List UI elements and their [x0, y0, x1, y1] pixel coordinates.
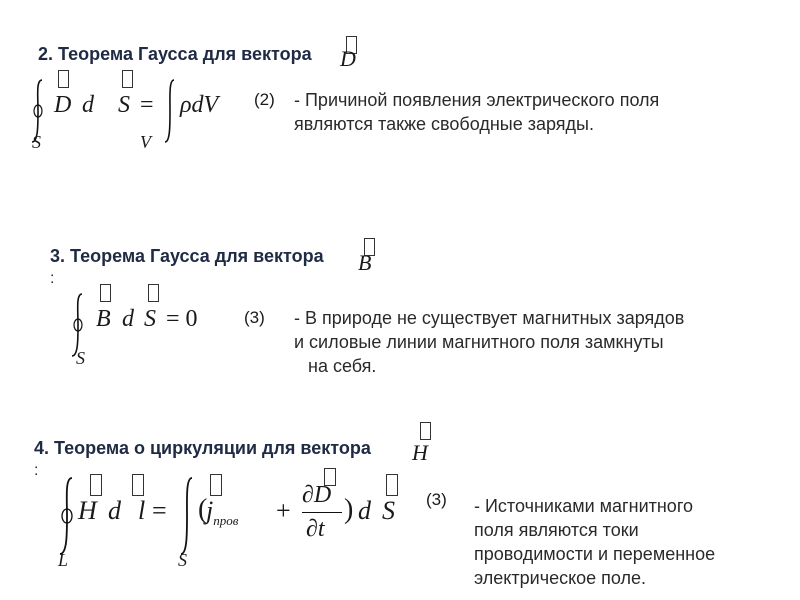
formula-d: d — [82, 92, 94, 118]
section-2-title: Теорема Гаусса для вектора — [58, 44, 312, 64]
formula-vec-d: D — [54, 92, 72, 118]
formula-vec-l: l — [138, 496, 146, 525]
limit-s: S — [32, 132, 41, 152]
equation-number-3: (3) — [244, 308, 265, 327]
formula-d: d — [122, 306, 134, 332]
vector-placeholder-box — [420, 422, 431, 440]
formula-d: d — [108, 496, 121, 525]
closed-contour-integral-icon — [54, 474, 80, 558]
formula-d: d — [358, 496, 371, 525]
formula-partial-d: ∂D — [302, 482, 332, 508]
section-2-heading — [38, 44, 312, 65]
vector-placeholder-box — [100, 284, 111, 302]
limit-s: S — [76, 348, 85, 368]
vector-symbol-b: B — [358, 250, 372, 275]
formula-plus: + — [276, 496, 291, 525]
formula-partial-t: ∂t — [306, 516, 325, 542]
fraction-bar — [302, 512, 342, 513]
section-4-heading — [34, 438, 371, 459]
formula-vec-h: H — [78, 496, 97, 525]
close-paren: ) — [344, 494, 354, 525]
integral-icon — [176, 474, 198, 558]
description-line: - Источниками магнитного — [474, 496, 693, 516]
limit-l: L — [58, 550, 69, 570]
description-line: - Причиной появления электрического поля — [294, 90, 660, 110]
formula-j: j — [206, 496, 214, 525]
gauss-d-formula — [20, 70, 260, 160]
limit-v: V — [140, 132, 151, 152]
section-2-number: 2. — [38, 44, 54, 64]
formula-current-density — [206, 496, 238, 526]
description-line: электрическое поле. — [474, 568, 647, 588]
description-line: - В природе не существует магнитных зарядов — [294, 308, 685, 328]
formula-j-subscript: пров — [213, 513, 239, 528]
formula-equals-zero: = 0 — [166, 306, 198, 332]
formula-rho-dv: ρdV — [180, 92, 219, 118]
description-line: проводимости и переменное — [474, 544, 716, 564]
integral-icon — [160, 76, 180, 146]
vector-symbol-h: H — [412, 440, 428, 465]
equation-number-4: (3) — [426, 490, 447, 509]
open-paren: ( — [198, 494, 208, 525]
section-4-description — [474, 494, 715, 590]
vector-placeholder-box — [122, 70, 133, 88]
formula-vec-s: S — [118, 92, 130, 118]
section-3-description — [294, 306, 684, 378]
vector-placeholder-box — [148, 284, 159, 302]
section-4-title: Теорема о циркуляции для вектора — [54, 438, 371, 458]
section-4-number: 4. — [34, 438, 50, 458]
section-3-title: Теорема Гаусса для вектора — [70, 246, 324, 266]
vector-placeholder-box — [386, 474, 398, 496]
description-line: поля являются токи — [474, 520, 639, 540]
description-line: и силовые линии магнитного поля замкнуты — [294, 332, 664, 352]
limit-s: S — [178, 550, 187, 570]
vector-symbol-d: D — [340, 46, 356, 71]
gauss-b-formula — [62, 284, 222, 374]
section-3-colon: : — [50, 270, 55, 287]
description-line: на себя. — [308, 356, 377, 376]
circulation-h-formula — [40, 468, 420, 578]
formula-vec-s: S — [144, 306, 156, 332]
vector-placeholder-box — [210, 474, 222, 496]
vector-placeholder-box — [58, 70, 69, 88]
section-3-number: 3. — [50, 246, 66, 266]
description-line: являются также свободные заряды. — [294, 114, 594, 134]
equation-number-2: (2) — [254, 90, 275, 109]
formula-equals: = — [152, 496, 167, 525]
formula-vec-b: B — [96, 306, 111, 332]
vector-placeholder-box — [132, 474, 144, 496]
section-2-description — [294, 88, 659, 136]
vector-placeholder-box — [90, 474, 102, 496]
section-3-heading — [50, 246, 324, 267]
section-4-colon: : — [34, 462, 39, 479]
formula-equals: = — [140, 92, 154, 118]
formula-vec-s: S — [382, 496, 395, 525]
